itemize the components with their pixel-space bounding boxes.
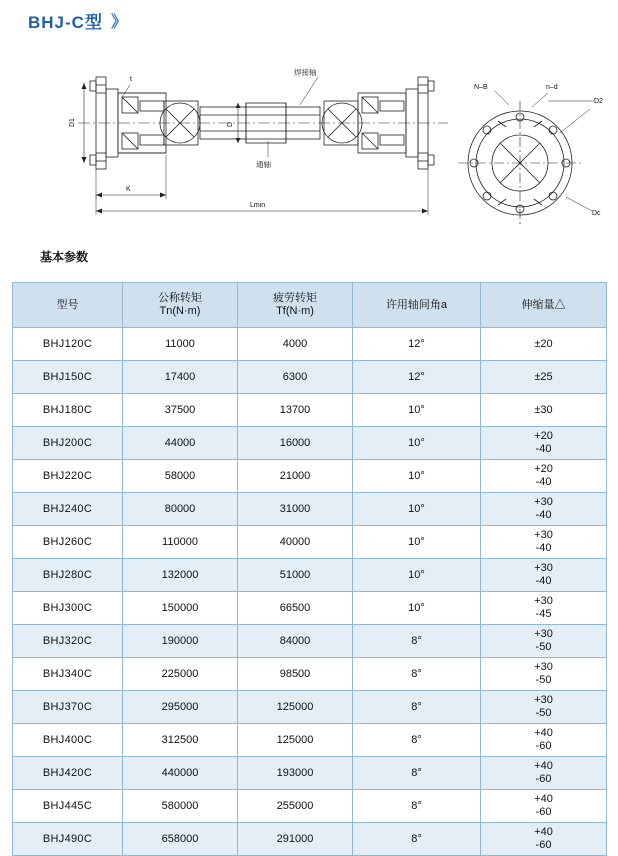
table-row	[13, 658, 607, 691]
extension-lower: -40	[535, 476, 552, 488]
extension-upper: +40	[534, 793, 553, 806]
cell-allowable-angle: 8°	[353, 625, 481, 658]
table-row	[13, 460, 607, 493]
cell-fatigue-torque: 291000	[238, 823, 353, 856]
cell-allowable-angle: 12°	[353, 361, 481, 394]
extension-upper: ±30	[534, 403, 553, 416]
cell-nominal-torque: 110000	[123, 526, 238, 559]
technical-drawing	[60, 45, 603, 220]
cell-nominal-torque: 58000	[123, 460, 238, 493]
cell-extension	[481, 625, 607, 658]
cell-extension	[481, 790, 607, 823]
cell-model: BHJ300C	[13, 592, 123, 625]
table-row	[13, 724, 607, 757]
extension-upper: +30	[534, 595, 553, 608]
label-lmin: Lmin	[250, 202, 266, 209]
cell-extension	[481, 460, 607, 493]
extension-lower: -40	[535, 575, 552, 587]
cell-fatigue-torque: 31000	[238, 493, 353, 526]
cell-allowable-angle: 8°	[353, 757, 481, 790]
extension-lower: -60	[535, 773, 552, 785]
label-dc: Dc	[592, 210, 601, 217]
extension-upper: +20	[534, 430, 553, 443]
extension-lower: -40	[535, 542, 552, 554]
cell-allowable-angle: 12°	[353, 328, 481, 361]
extension-lower: -40	[535, 509, 552, 521]
extension-upper: +40	[534, 760, 553, 773]
label-weld-shaft: 焊接轴	[294, 68, 317, 77]
cell-allowable-angle: 10°	[353, 427, 481, 460]
cell-model: BHJ220C	[13, 460, 123, 493]
cell-extension	[481, 823, 607, 856]
cell-nominal-torque: 132000	[123, 559, 238, 592]
table-row	[13, 691, 607, 724]
extension-lower: -50	[535, 641, 552, 653]
cell-nominal-torque: 312500	[123, 724, 238, 757]
cell-fatigue-torque: 125000	[238, 691, 353, 724]
extension-upper: ±25	[534, 370, 553, 383]
cell-fatigue-torque: 125000	[238, 724, 353, 757]
extension-upper: ±20	[534, 337, 553, 350]
cell-fatigue-torque: 40000	[238, 526, 353, 559]
cell-nominal-torque: 295000	[123, 691, 238, 724]
table-row	[13, 790, 607, 823]
extension-upper: +30	[534, 529, 553, 542]
column-header-model: 型号	[13, 283, 123, 328]
cell-nominal-torque: 44000	[123, 427, 238, 460]
table-row	[13, 559, 607, 592]
table-row	[13, 757, 607, 790]
cell-nominal-torque: 37500	[123, 394, 238, 427]
cell-nominal-torque: 440000	[123, 757, 238, 790]
label-through-shaft: 通轴	[256, 160, 271, 169]
cell-model: BHJ320C	[13, 625, 123, 658]
cell-extension	[481, 361, 607, 394]
column-header-allowable-angle: 许用轴间角a	[353, 283, 481, 328]
table-row	[13, 394, 607, 427]
cell-allowable-angle: 10°	[353, 394, 481, 427]
cell-allowable-angle: 10°	[353, 526, 481, 559]
column-header-fatigue-torque: 疲劳转矩 Tf(N·m)	[238, 283, 353, 328]
extension-upper: +30	[534, 694, 553, 707]
table-row	[13, 625, 607, 658]
cell-model: BHJ340C	[13, 658, 123, 691]
cell-extension	[481, 757, 607, 790]
cell-fatigue-torque: 51000	[238, 559, 353, 592]
cell-model: BHJ370C	[13, 691, 123, 724]
cell-extension	[481, 592, 607, 625]
cell-fatigue-torque: 66500	[238, 592, 353, 625]
parameters-table-container	[12, 282, 606, 856]
label-n-b: N–B	[474, 84, 488, 91]
cell-allowable-angle: 8°	[353, 691, 481, 724]
cell-allowable-angle: 10°	[353, 460, 481, 493]
cell-allowable-angle: 8°	[353, 658, 481, 691]
cell-fatigue-torque: 98500	[238, 658, 353, 691]
cell-fatigue-torque: 84000	[238, 625, 353, 658]
cell-model: BHJ280C	[13, 559, 123, 592]
cell-allowable-angle: 10°	[353, 559, 481, 592]
cell-fatigue-torque: 4000	[238, 328, 353, 361]
cell-nominal-torque: 190000	[123, 625, 238, 658]
cell-model: BHJ120C	[13, 328, 123, 361]
extension-upper: +30	[534, 562, 553, 575]
double-chevron-right-icon: 》	[110, 14, 125, 31]
cell-allowable-angle: 10°	[353, 493, 481, 526]
cell-model: BHJ150C	[13, 361, 123, 394]
cell-nominal-torque: 580000	[123, 790, 238, 823]
page-header	[28, 8, 125, 33]
extension-upper: +30	[534, 661, 553, 674]
cell-fatigue-torque: 6300	[238, 361, 353, 394]
cell-fatigue-torque: 193000	[238, 757, 353, 790]
cell-extension	[481, 526, 607, 559]
page-title: BHJ-C型	[28, 13, 103, 32]
cell-nominal-torque: 658000	[123, 823, 238, 856]
extension-upper: +40	[534, 826, 553, 839]
extension-lower: -60	[535, 740, 552, 752]
cell-nominal-torque: 80000	[123, 493, 238, 526]
label-d2: D2	[594, 98, 603, 105]
cell-nominal-torque: 150000	[123, 592, 238, 625]
cell-fatigue-torque: 13700	[238, 394, 353, 427]
cell-fatigue-torque: 255000	[238, 790, 353, 823]
extension-lower: -60	[535, 839, 552, 851]
label-k: K	[126, 186, 131, 193]
table-row	[13, 592, 607, 625]
cell-allowable-angle: 8°	[353, 823, 481, 856]
table-row	[13, 361, 607, 394]
extension-upper: +20	[534, 463, 553, 476]
section-title: 基本参数	[40, 250, 89, 264]
label-d: D	[227, 121, 234, 127]
extension-lower: -60	[535, 806, 552, 818]
cell-model: BHJ240C	[13, 493, 123, 526]
parameters-table	[12, 282, 607, 856]
extension-upper: +30	[534, 628, 553, 641]
cell-model: BHJ260C	[13, 526, 123, 559]
label-d1: D1	[69, 118, 76, 127]
extension-lower: -50	[535, 707, 552, 719]
cell-extension	[481, 427, 607, 460]
cell-nominal-torque: 11000	[123, 328, 238, 361]
table-header	[13, 283, 607, 328]
label-t: t	[130, 76, 132, 83]
cell-extension	[481, 691, 607, 724]
cell-model: BHJ420C	[13, 757, 123, 790]
cell-model: BHJ180C	[13, 394, 123, 427]
column-header-extension: 伸缩量△	[481, 283, 607, 328]
cell-fatigue-torque: 16000	[238, 427, 353, 460]
cell-extension	[481, 493, 607, 526]
table-row	[13, 493, 607, 526]
label-n-d: n–d	[546, 84, 558, 91]
extension-lower: -40	[535, 443, 552, 455]
extension-lower: -50	[535, 674, 552, 686]
table-row	[13, 526, 607, 559]
extension-upper: +30	[534, 496, 553, 509]
cell-extension	[481, 559, 607, 592]
cell-extension	[481, 658, 607, 691]
cell-extension	[481, 394, 607, 427]
cell-allowable-angle: 8°	[353, 724, 481, 757]
cell-model: BHJ445C	[13, 790, 123, 823]
cell-nominal-torque: 17400	[123, 361, 238, 394]
cell-allowable-angle: 10°	[353, 592, 481, 625]
cell-model: BHJ400C	[13, 724, 123, 757]
cell-nominal-torque: 225000	[123, 658, 238, 691]
table-row	[13, 427, 607, 460]
table-row	[13, 328, 607, 361]
extension-upper: +40	[534, 727, 553, 740]
column-header-nominal-torque: 公称转矩 Tn(N·m)	[123, 283, 238, 328]
cell-extension	[481, 724, 607, 757]
extension-lower: -45	[535, 608, 552, 620]
cell-allowable-angle: 8°	[353, 790, 481, 823]
cell-model: BHJ200C	[13, 427, 123, 460]
cell-model: BHJ490C	[13, 823, 123, 856]
table-header-row	[13, 283, 607, 328]
cell-fatigue-torque: 21000	[238, 460, 353, 493]
cell-extension	[481, 328, 607, 361]
table-row	[13, 823, 607, 856]
table-body	[13, 328, 607, 856]
